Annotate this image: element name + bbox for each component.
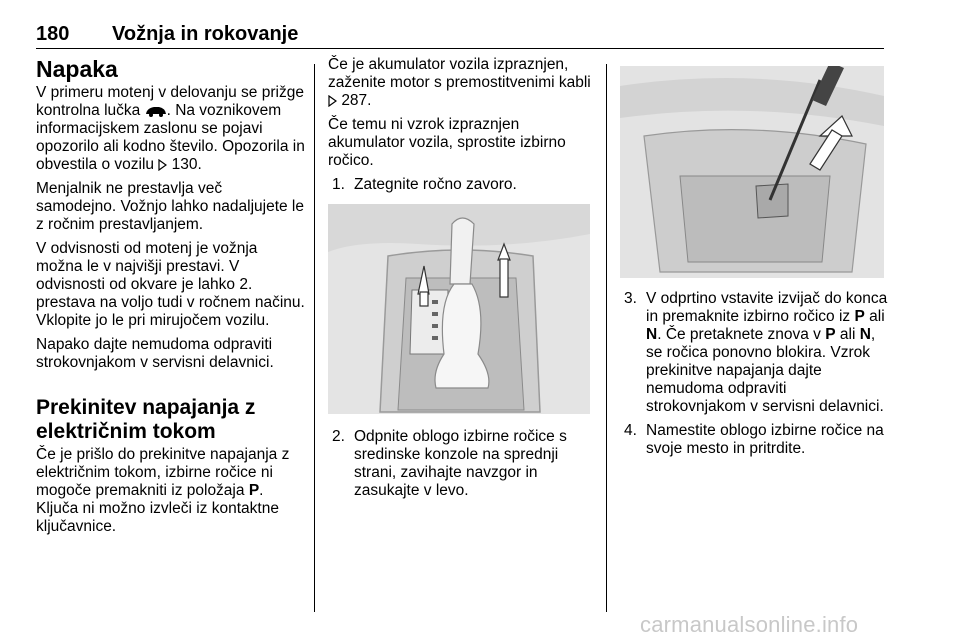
reference-page-130[interactable]: 130. [171,156,202,173]
section-heading-napaka: Napaka [36,56,118,82]
page-number: 180 [36,23,70,45]
transmission-warning-icon [145,105,167,117]
column-3 [620,56,888,464]
step-3: 3. V odprtino vstavite izvijač do konca in premaknite izbirno ročico iz P ali N. Če pretaknete znova v P ali N, se ročica ponovno blokira. Vzrok prekinitve napajanja dajte nemudoma odpraviti strokovnjakom v servisni delavnici. [624,290,888,415]
step-1: 1. Zategnite ročno zavoro. [332,176,517,193]
paragraph-fault-lamp: V primeru motenj v delovanju se prižge kontrolna lučka . Na voznikovem informacijskem zaslonu se pojavi opozorilo ali kodno število. Opozorila in obvestila o vozilu 130. [36,84,305,173]
paragraph-jump-start: Če je akumulator vozila izpraznjen, zaženite motor s premostitvenimi kabli 287. [328,56,591,109]
column-divider-2 [606,64,607,612]
page-header [36,22,884,49]
triangle-reference-icon[interactable] [158,159,167,171]
watermark: carmanualsonline.info [640,612,859,637]
chapter-title: Vožnja in rokovanje [112,23,299,45]
screwdriver-release-illustration [620,66,884,278]
paragraph-power-interruption: Če je prišlo do prekinitve napajanja z električnim tokom, izbirne ročice ni mogoče premakniti iz položaja P. Ključa ni možno izvleči iz kontaktne ključavnice. [36,446,290,535]
column-1 [36,56,306,542]
triangle-reference-icon[interactable] [328,95,337,107]
paragraph-manual-shift: Menjalnik ne prestavlja več samodejno. Vožnjo lahko nadaljujete le z ročnim prestavljanjem. [36,180,304,233]
section-heading-power-interruption: Prekinitev napajanja z električnim tokom [36,396,256,443]
paragraph-highest-gear: V odvisnosti od motenj je vožnja možna le v najvišji prestavi. V odvisnosti od okvare je lahko 2. prestava na voljo tudi v ročnem načinu. Vklopite jo le pri mirujočem vozilu. [36,240,305,329]
column-divider-1 [314,64,315,612]
paragraph-service: Napako dajte nemudoma odpraviti strokovnjakom v servisni delavnici. [36,336,274,371]
column-2 [328,56,594,506]
step-2: 2. Odpnite oblogo izbirne ročice s sredinske konzole na sprednji strani, zavihajte navzgor in zasukajte v levo. [332,428,567,499]
reference-page-287[interactable]: 287. [341,92,372,109]
step-4: 4. Namestite oblogo izbirne ročice na svoje mesto in pritrdite. [624,422,884,457]
gear-selector-illustration [328,204,590,414]
paragraph-release-lever: Če temu ni vzrok izpraznjen akumulator vozila, sprostite izbirno ročico. [328,116,566,169]
